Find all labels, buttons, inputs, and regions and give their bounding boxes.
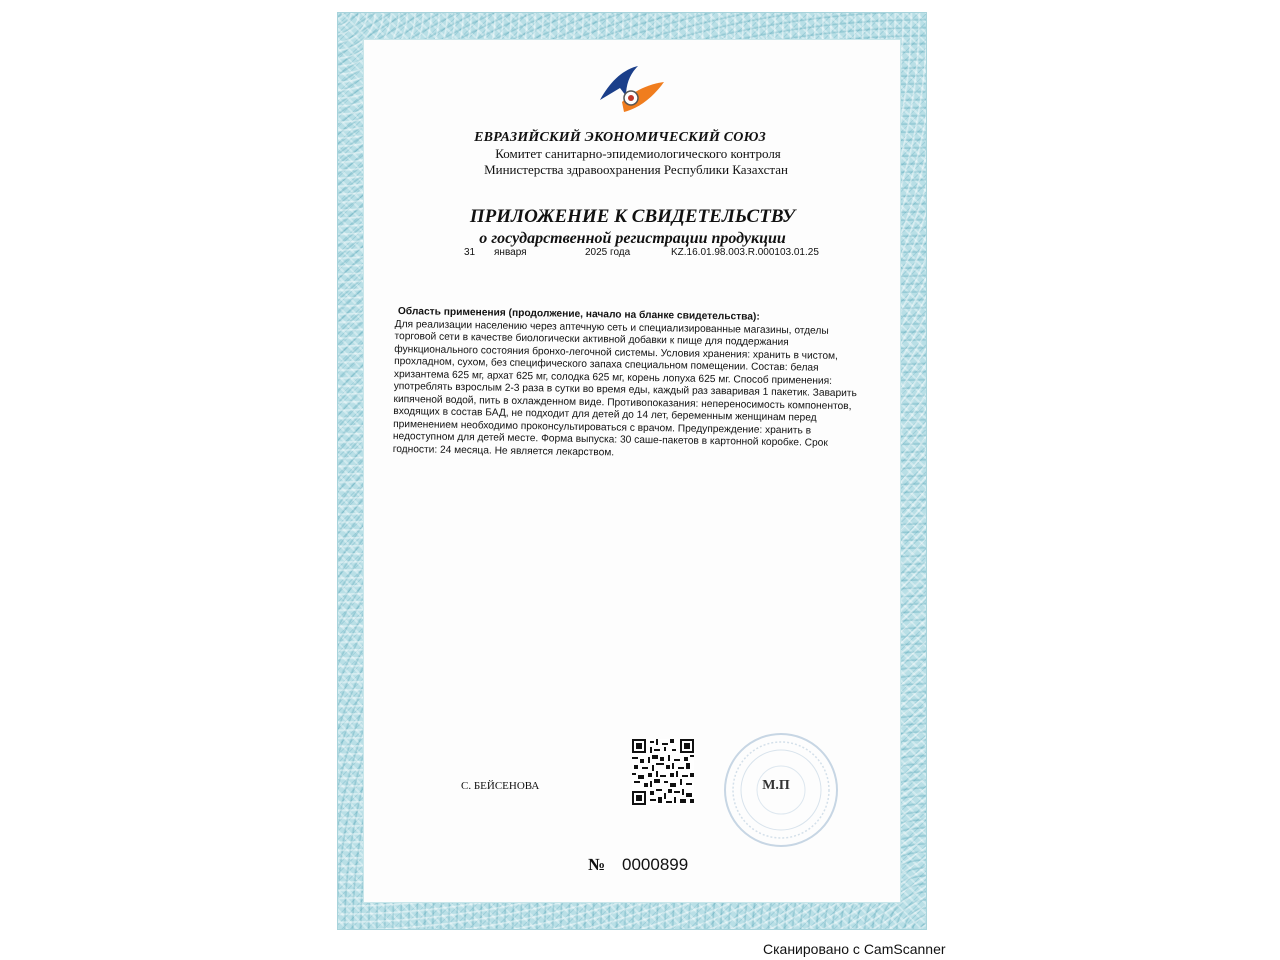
signer-name: С. БЕЙСЕНОВА bbox=[461, 780, 540, 792]
scanner-footer: Сканировано с CamScanner bbox=[763, 941, 946, 957]
document-title: ПРИЛОЖЕНИЕ К СВИДЕТЕЛЬСТВУ bbox=[469, 206, 796, 227]
date-month: января bbox=[494, 247, 527, 258]
scope-text: Для реализации населению через аптечную сеть и специализированные магазины, отделы торговой сети в качестве биологически активной добавки к пище для поддержания функционального состояния бронхо-легочной системы. Условия хранения: хранить в чистом, прохладном, сухом, без специфического запаха специальном помещении. Состав: белая хризантема 625 мг, архат 625 мг, солодка 625 мг, корень лопуха 625 мг. Способ применения: употреблять взрослым 2-3 раза в сутки во время еды, каждый раз заваривая 1 пакетик. Заварить кипяченой водой, пить в охлажденном виде. Противопоказания: непереносимость компонентов, входящих в состав БАД, не подходит для детей до 14 лет, беременным женщинам перед применением необходимо проконсультироваться с врачом. Предупреждение: хранить в недоступном для детей месте. Форма выпуска: 30 саше-пакетов в картонной коробке. Срок годности: 24 месяца. Не является лекарством. bbox=[392, 318, 857, 458]
date-year: 2025 года bbox=[585, 247, 631, 258]
eaeu-logo-icon bbox=[596, 62, 666, 122]
org-name: ЕВРАЗИЙСКИЙ ЭКОНОМИЧЕСКИЙ СОЮЗ bbox=[474, 130, 766, 145]
org-committee: Комитет санитарно-эпидемиологического контроля bbox=[495, 146, 781, 161]
date-day: 31 bbox=[464, 247, 476, 258]
registration-number: KZ.16.01.98.003.R.000103.01.25 bbox=[671, 247, 819, 258]
qr-code-icon bbox=[632, 739, 694, 805]
org-ministry: Министерства здравоохранения Республики Казахстан bbox=[484, 162, 788, 177]
certificate-number: 0000899 bbox=[622, 855, 689, 874]
number-sign: № bbox=[588, 855, 606, 874]
document-subtitle: о государственной регистрации продукции bbox=[479, 230, 786, 247]
scope-section bbox=[393, 306, 863, 463]
stamp-label: М.П bbox=[762, 778, 790, 793]
scope-heading: Область применения (продолжение, начало на бланке свидетельства): bbox=[397, 306, 760, 323]
